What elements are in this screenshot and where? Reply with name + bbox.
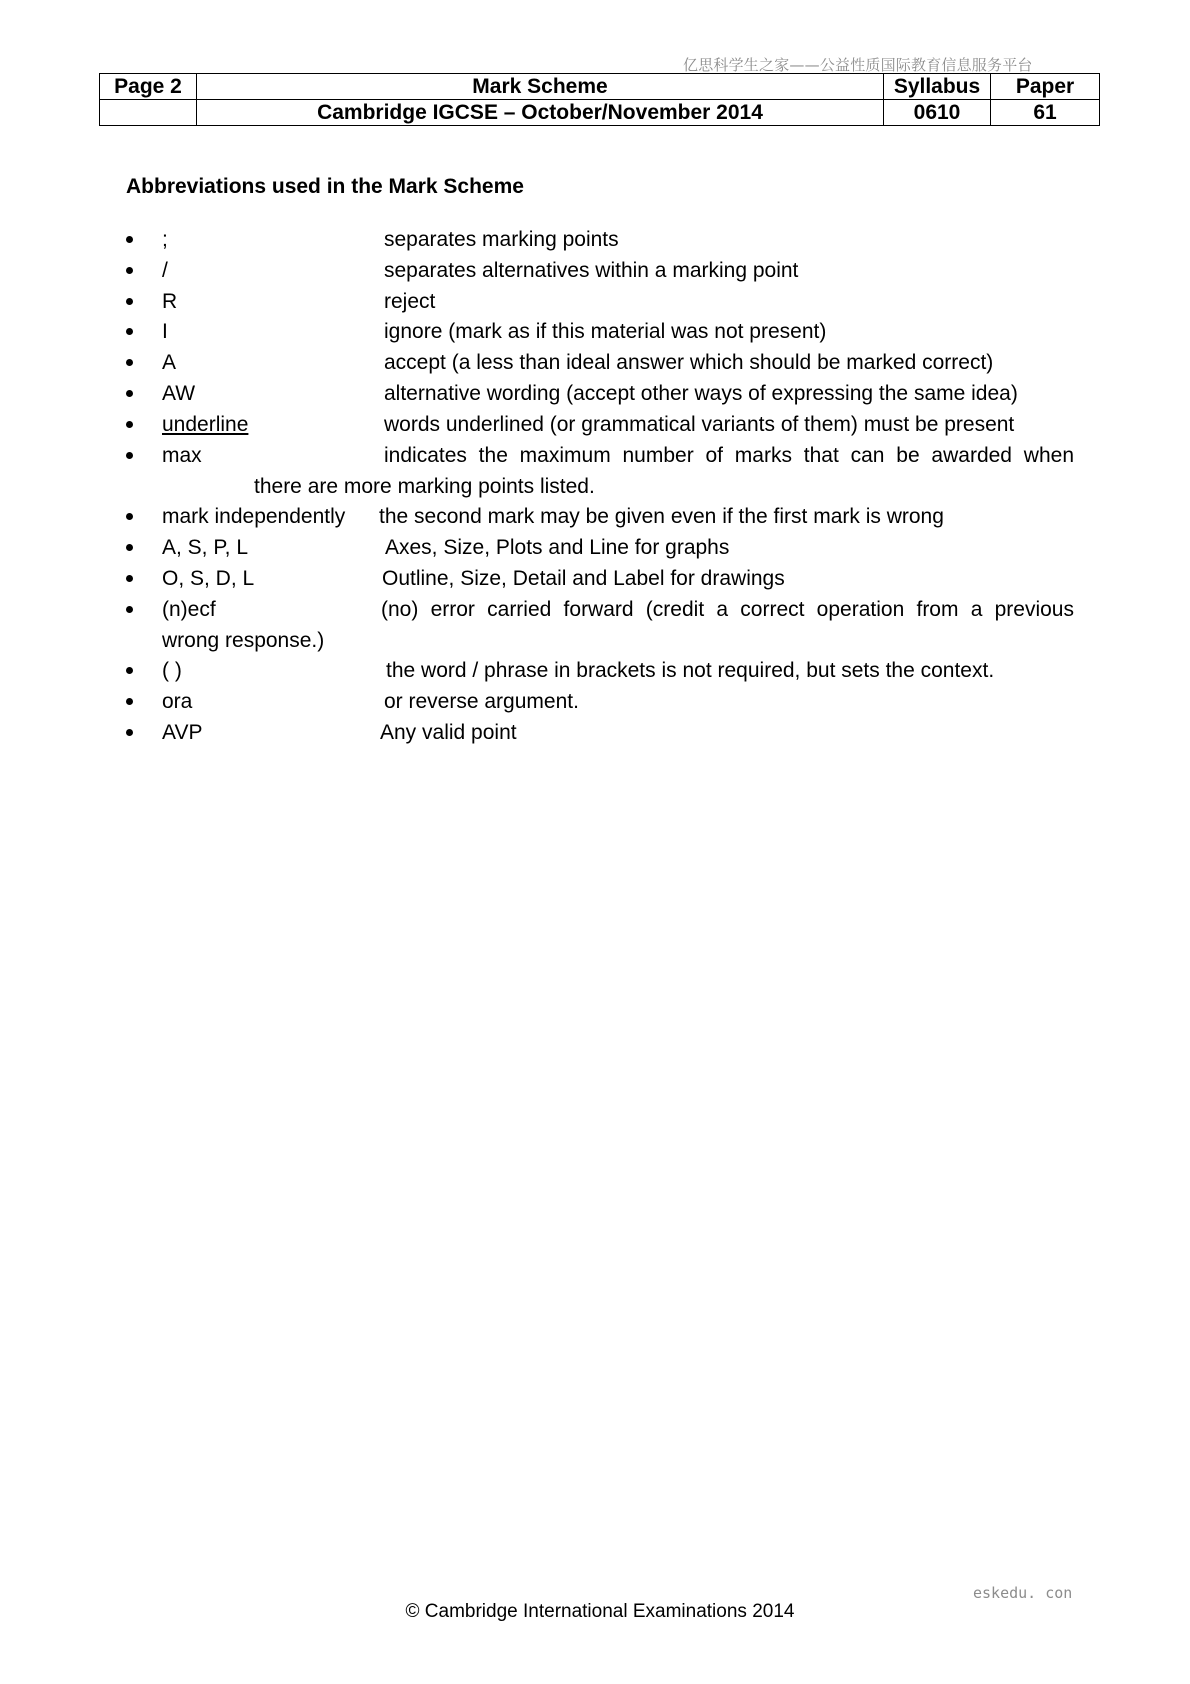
abbreviation-term: A	[162, 351, 177, 375]
abbreviation-term: /	[162, 258, 168, 282]
list-item	[124, 566, 1074, 597]
abbreviation-term: ora	[162, 689, 193, 713]
abbreviation-term: underline	[162, 412, 249, 436]
list-item	[124, 504, 1074, 535]
abbreviation-definition: alternative wording (accept other ways of expressing the same idea)	[384, 381, 1018, 405]
list-item	[124, 258, 1074, 289]
abbreviation-definition: the word / phrase in brackets is not required, but sets the context.	[386, 659, 995, 683]
empty-cell	[100, 100, 197, 126]
abbreviation-term: ;	[162, 228, 168, 251]
paper-value: 61	[991, 100, 1100, 126]
abbreviation-term: (n)ecf	[162, 597, 216, 621]
list-item	[124, 658, 1074, 689]
watermark-bottom: eskedu. con	[973, 1584, 1073, 1602]
abbreviation-definition: reject	[384, 289, 436, 313]
abbreviation-term: R	[162, 289, 178, 313]
list-item	[124, 412, 1074, 443]
list-item	[124, 597, 1074, 659]
page-number: Page 2	[100, 74, 197, 100]
section-title: Abbreviations used in the Mark Scheme	[126, 175, 524, 198]
abbreviation-definition: (no) error carried forward (credit a correct operation from a previous	[381, 597, 1074, 621]
list-item	[124, 350, 1074, 381]
list-item	[124, 689, 1074, 720]
syllabus-label: Syllabus	[884, 74, 991, 100]
abbreviation-definition: the second mark may be given even if the first mark is wrong	[379, 505, 944, 529]
list-item	[124, 720, 1074, 751]
document-title: Mark Scheme	[197, 74, 884, 100]
list-item	[124, 289, 1074, 320]
copyright-footer: © Cambridge International Examinations 2014	[405, 1601, 795, 1622]
definition-continuation: there are more marking points listed.	[254, 474, 595, 498]
syllabus-value: 0610	[884, 100, 991, 126]
document-subtitle: Cambridge IGCSE – October/November 2014	[197, 100, 884, 126]
abbreviation-definition: accept (a less than ideal answer which should be marked correct)	[384, 351, 994, 375]
watermark-top: 亿思科学生之家——公益性质国际教育信息服务平台	[683, 56, 1033, 74]
list-item	[124, 535, 1074, 566]
abbreviation-term: A, S, P, L	[162, 535, 248, 559]
abbreviation-term: mark independently	[162, 505, 346, 529]
paper-label: Paper	[991, 74, 1100, 100]
header-table	[99, 73, 1100, 126]
abbreviation-term: ( )	[162, 659, 182, 683]
abbreviation-term: AVP	[162, 720, 203, 744]
abbreviation-definition: or reverse argument.	[384, 689, 579, 713]
abbreviation-term: AW	[162, 381, 196, 405]
abbreviation-definition: separates alternatives within a marking point	[384, 258, 799, 282]
list-item	[124, 319, 1074, 350]
list-item	[124, 227, 1074, 258]
abbreviation-definition: indicates the maximum number of marks that can be awarded when	[384, 443, 1074, 467]
list-item	[124, 443, 1074, 505]
abbreviation-definition: Outline, Size, Detail and Label for drawings	[382, 566, 785, 590]
abbreviation-definition: words underlined (or grammatical variants of them) must be present	[384, 412, 1015, 436]
abbreviation-list	[124, 227, 1074, 751]
abbreviation-term: O, S, D, L	[162, 566, 255, 590]
abbreviation-definition: Any valid point	[380, 720, 517, 744]
abbreviation-term: I	[162, 320, 168, 344]
abbreviation-term: max	[162, 443, 202, 467]
abbreviation-definition: Axes, Size, Plots and Line for graphs	[385, 535, 730, 559]
abbreviation-definition: separates marking points	[384, 228, 619, 251]
abbreviation-definition: ignore (mark as if this material was not present)	[384, 320, 827, 344]
list-item	[124, 381, 1074, 412]
definition-continuation: wrong response.)	[162, 628, 325, 652]
